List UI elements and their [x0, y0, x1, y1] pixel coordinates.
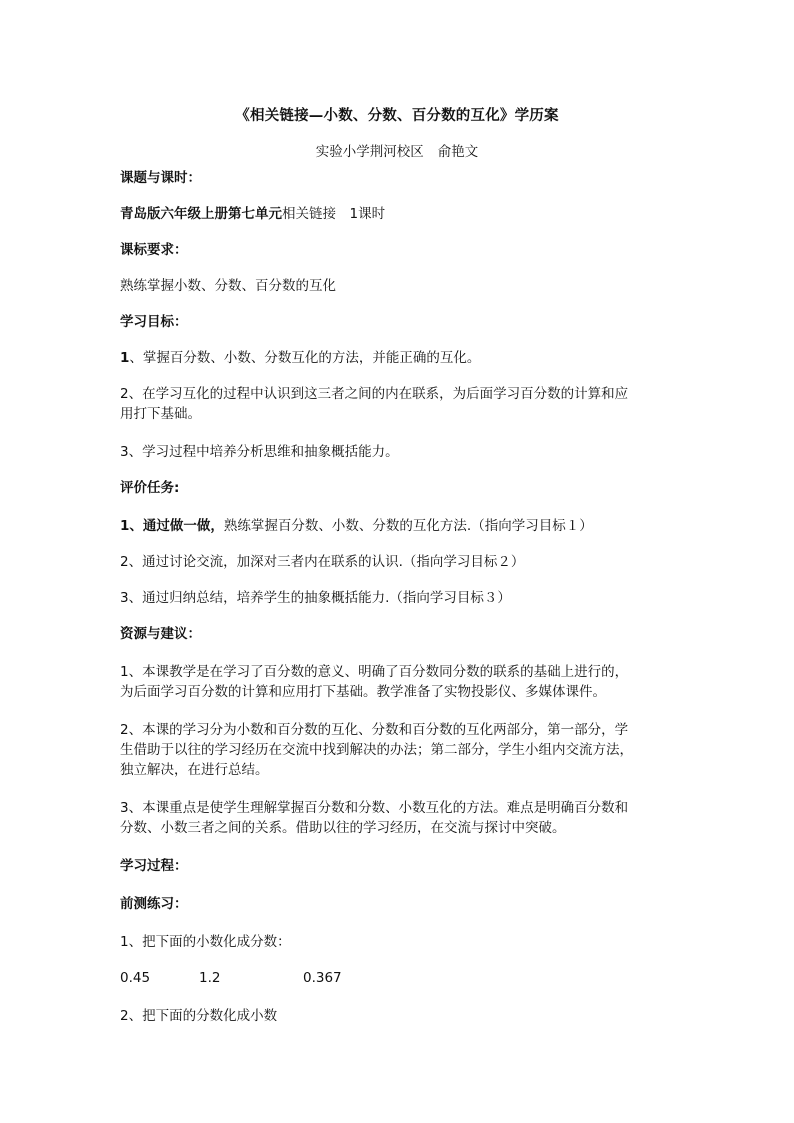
resources-heading: 资源与建议： [120, 626, 201, 642]
resource-1-line-2: 为后面学习百分数的计算和应用打下基础。教学准备了实物投影仪、多媒体课件。 [120, 684, 606, 700]
exercise-1-numbers [120, 968, 700, 988]
eval-1 [120, 516, 700, 536]
pretest-heading: 前测练习： [120, 896, 188, 912]
topic-text-bold: 青岛版六年级上册第七单元 [120, 206, 282, 222]
resource-1-line-1: 1、本课教学是在学习了百分数的意义、明确了百分数同分数的联系的基础上进行的， [120, 664, 629, 680]
number-item: 0.45 [120, 970, 151, 986]
author-school: 实验小学荆河校区 [315, 144, 424, 160]
number-item: 1.2 [199, 970, 221, 986]
eval-2: 2、通过讨论交流，加深对三者内在联系的认识.（指向学习目标２） [120, 554, 525, 570]
standard-heading: 课标要求： [120, 242, 188, 258]
resource-2-line-1: 2、本课的学习分为小数和百分数的互化、分数和百分数的互化两部分，第一部分，学 [120, 722, 629, 738]
author-line [0, 140, 794, 160]
topic-text [120, 204, 700, 224]
exercise-2: 2、把下面的分数化成小数 [120, 1008, 278, 1024]
eval-1-bold: 1、通过做一做， [120, 518, 224, 534]
goal-2-line-1: 2、在学习互化的过程中认识到这三者之间的内在联系，为后面学习百分数的计算和应 [120, 386, 629, 402]
exercise-1: 1、把下面的小数化成分数： [120, 934, 291, 950]
eval-heading: 评价任务: [120, 480, 180, 496]
eval-1-rest: 熟练掌握百分数、小数、分数的互化方法.（指向学习目标１） [223, 518, 593, 534]
topic-text-rest: 相关链接 1课时 [282, 206, 386, 222]
goals-heading: 学习目标： [120, 314, 188, 330]
resource-2-line-3: 独立解决，在进行总结。 [120, 762, 269, 778]
number-item: 0.367 [303, 970, 342, 986]
topic-heading: 课题与课时： [120, 170, 201, 186]
process-heading: 学习过程： [120, 858, 188, 874]
document-title: 《相关链接—小数、分数、百分数的互化》学历案 [235, 108, 559, 124]
goal-1-text: 、掌握百分数、小数、分数互化的方法，并能正确的互化。 [129, 350, 481, 366]
goal-1-number: 1 [120, 350, 130, 366]
resource-3-line-1: 3、本课重点是使学生理解掌握百分数和分数、小数互化的方法。难点是明确百分数和 [120, 800, 629, 816]
resource-3-line-2: 分数、小数三者之间的关系。借助以往的学习经历，在交流与探讨中突破。 [120, 820, 566, 836]
eval-3: 3、通过归纳总结，培养学生的抽象概括能力.（指向学习目标３） [120, 590, 511, 606]
goal-3: 3、学习过程中培养分析思维和抽象概括能力。 [120, 444, 399, 460]
resource-2-line-2: 生借助于以往的学习经历在交流中找到解决的办法；第二部分，学生小组内交流方法， [120, 742, 633, 758]
goal-2-line-2: 用打下基础。 [120, 406, 201, 422]
goal-1 [120, 348, 700, 368]
standard-text: 熟练掌握小数、分数、百分数的互化 [120, 278, 336, 294]
author-name: 俞艳文 [437, 144, 479, 160]
